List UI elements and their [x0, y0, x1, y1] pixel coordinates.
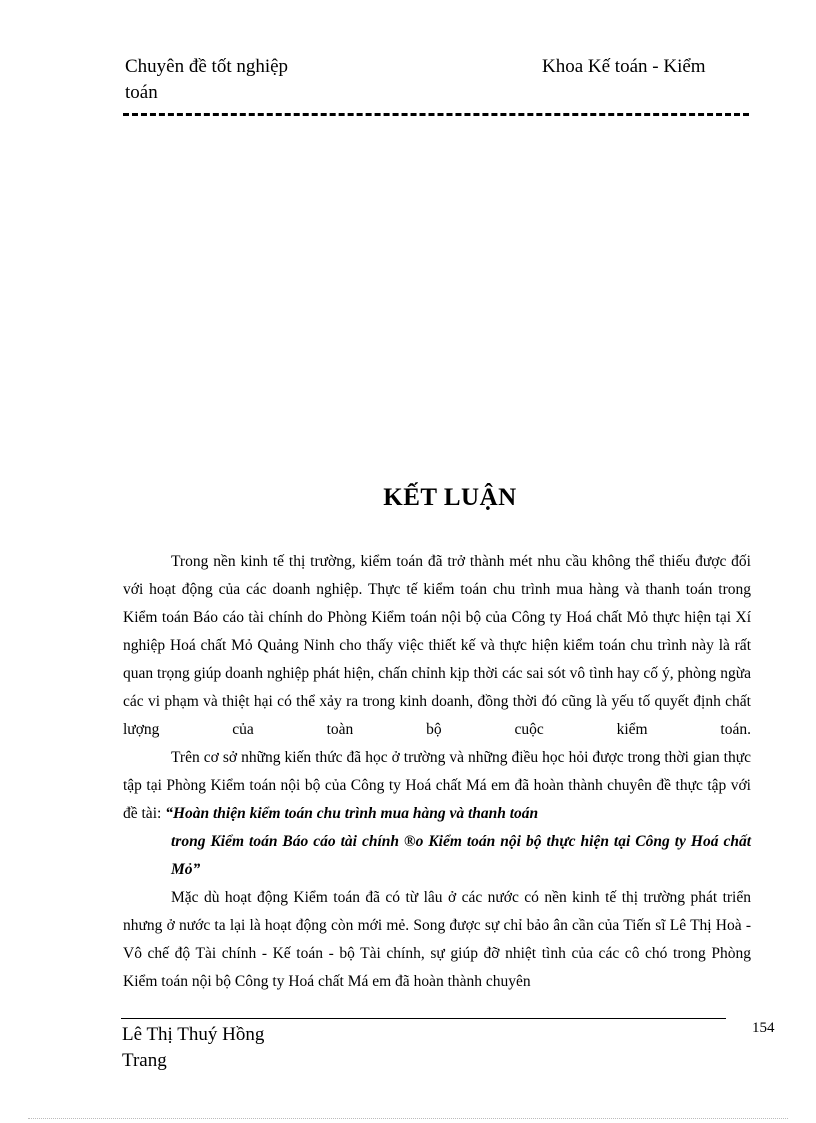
paragraph-1: Trong nền kinh tế thị trường, kiểm toán đã trở thành mét nhu cầu không thể thiếu được đối với hoạt động của các doanh nghiệp. Thực tế kiểm toán chu trình mua hàng và thanh toán trong Kiểm toán Báo cáo tài chính do Phòng Kiểm toán nội bộ của Công ty Hoá chất Mỏ thực hiện tại Xí nghiệp Hoá chất Mỏ Quảng Ninh cho thấy việc thiết kế và thực hiện kiểm toán chu trình này là rất quan trọng giúp doanh nghiệp phát hiện, chấn chỉnh kịp thời các sai sót vô tình hay cố ý, phòng ngừa các vi phạm và thiệt hại có thể xảy ra trong kinh doanh, đồng thời đó cũng là yếu tố quyết định chất lượng của toàn bộ cuộc kiểm toán.	[123, 553, 751, 738]
body-text	[123, 548, 751, 996]
thesis-title-block	[123, 828, 751, 884]
footer-label: Trang	[122, 1050, 167, 1071]
footer-divider	[121, 1018, 726, 1019]
page-number: 154	[752, 1020, 775, 1036]
paragraph-2	[123, 744, 751, 828]
header-right: Khoa Kế toán - Kiểm	[542, 56, 706, 77]
header-left-line2: toán	[125, 82, 158, 103]
thesis-title-line1: “Hoàn thiện kiểm toán chu trình mua hàng và thanh toán	[165, 805, 539, 822]
footer-author: Lê Thị Thuý Hồng	[122, 1024, 265, 1045]
bottom-dotted-line	[28, 1118, 788, 1119]
footer-left	[122, 1022, 264, 1074]
header-left	[125, 54, 345, 106]
paragraph-3: Mặc dù hoạt động Kiểm toán đã có từ lâu ở các nước có nền kinh tế thị trường phát triển nhưng ở nước ta lại là hoạt động còn mới mẻ. Song được sự chỉ bảo ân cần của Tiến sĩ Lê Thị Hoà - Vô chế độ Tài chính - Kế toán - bộ Tài chính, sự giúp đỡ nhiệt tình của các cô chó trong Phòng Kiểm toán nội bộ Công ty Hoá chất Má em đã hoàn thành chuyên	[123, 889, 751, 990]
header-divider	[123, 113, 749, 116]
header-left-line1: Chuyên đề tốt nghiệp	[125, 56, 289, 77]
thesis-title-line2: trong Kiểm toán Báo cáo tài chính ®o Kiểm toán nội bộ thực hiện tại Công ty Hoá chất Mỏ”	[171, 833, 751, 878]
paragraph-2-intro: Trên cơ sở những kiến thức đã học ở trường và những điều học hỏi được trong thời gian thực tập tại Phòng Kiểm toán nội bộ của Công ty Hoá chất Má em đã hoàn thành chuyên đề thực tập với đề tài:	[123, 749, 751, 822]
page-title: KẾT LUẬN	[383, 484, 517, 511]
